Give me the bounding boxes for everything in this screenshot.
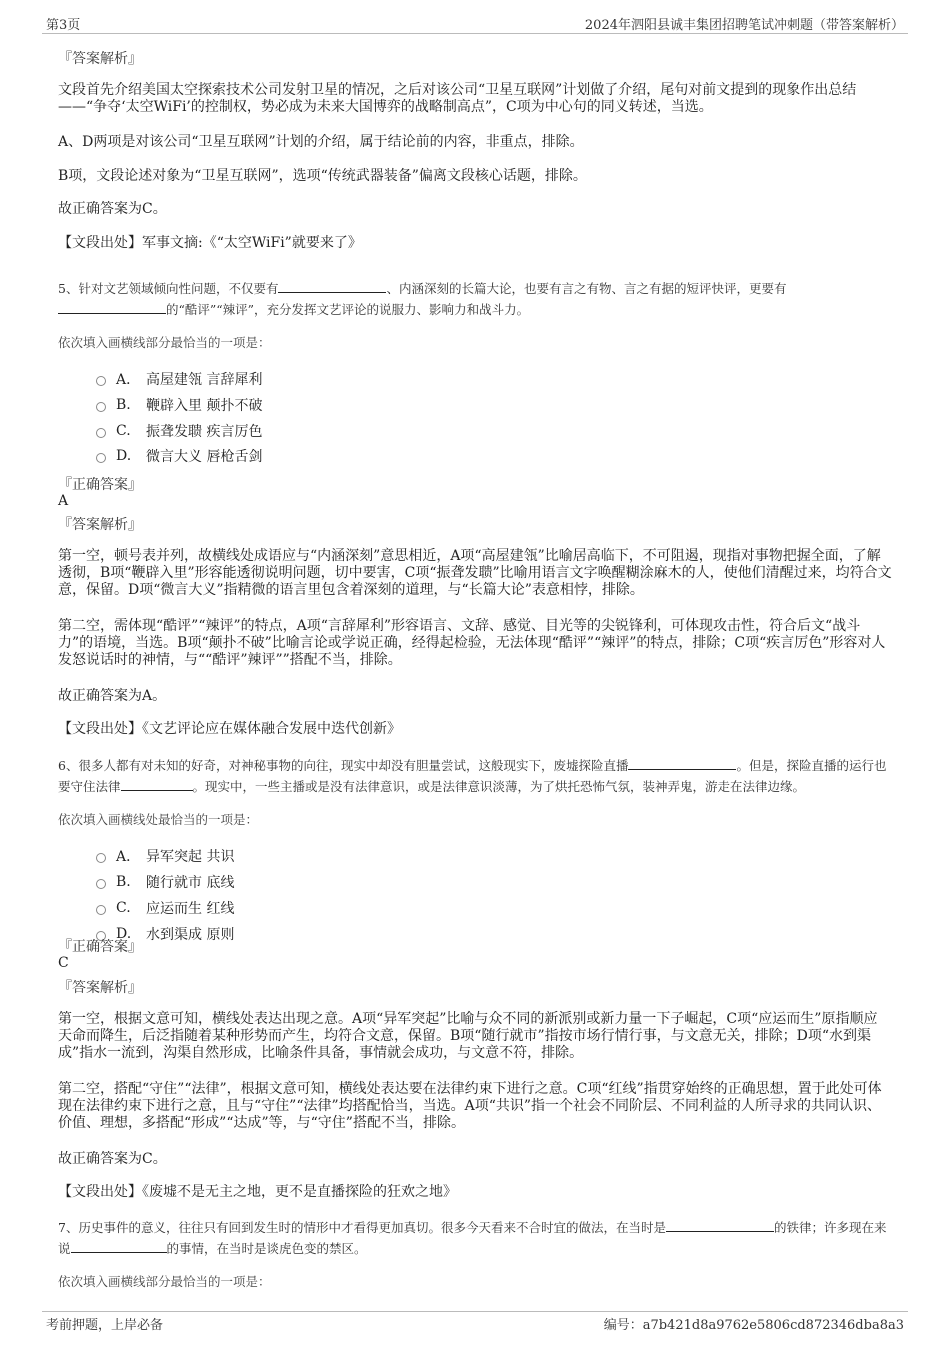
source-citation: 【文段出处】《文艺评论应在媒体融合发展中迭代创新》 <box>58 721 401 737</box>
fill-blank <box>278 280 386 293</box>
source-citation: 【文段出处】《废墟不是无主之地，更不是直播探险的狂欢之地》 <box>58 1184 457 1200</box>
option-c[interactable]: C. 应运而生 红线 <box>96 898 234 918</box>
radio-icon[interactable] <box>96 879 106 889</box>
stem-text: 6、很多人都有对未知的好奇，对神秘事物的向往，现实中却没有胆量尝试，这般现实下，废墟探险直播 <box>58 758 629 773</box>
question-prompt: 依次填入画横线处最恰当的一项是： <box>58 812 259 827</box>
fill-blank <box>58 301 166 314</box>
radio-icon[interactable] <box>96 402 106 412</box>
radio-icon[interactable] <box>96 428 106 438</box>
correct-answer: A <box>58 493 69 509</box>
option-c[interactable]: C. 振聋发聩 疾言厉色 <box>96 421 262 441</box>
page-number: 第3页 <box>46 18 81 33</box>
stem-text: 运行也要守住法律 <box>58 758 887 794</box>
radio-icon[interactable] <box>96 853 106 863</box>
stem-text: 的铁律；许多 <box>773 1220 849 1235</box>
stem-text: 的“酷评”“辣评”，充分发挥文艺评论的说服力、影响力和战斗力。 <box>166 302 530 317</box>
fill-blank <box>628 757 736 770</box>
option-a[interactable]: A． 异军突起 共识 <box>96 846 234 866</box>
answer-analysis-tag: 『答案解析』 <box>58 51 142 67</box>
radio-icon[interactable] <box>96 376 106 386</box>
correct-answer-statement: 故正确答案为C。 <box>58 1151 167 1167</box>
stem-text: 7、历史事件的意义，往往只有回到发生时的情形中才看得更加真切。很多今天看来不合时宜的做法，在当时是 <box>58 1220 666 1235</box>
correct-answer-tag: 『正确答案』 <box>58 477 142 493</box>
footer-divider <box>42 1311 908 1312</box>
question-stem <box>58 278 888 320</box>
question-prompt: 依次填入画横线部分最恰当的一项是： <box>58 335 271 350</box>
correct-answer-statement: 故正确答案为C。 <box>58 201 167 217</box>
stem-text: 。现实中，一些主播或是没有法律意识，或是法律意识淡薄，为了烘托恐怖气氛，装神弄鬼，游走在法律边缘。 <box>192 779 806 794</box>
answer-analysis-tag: 『答案解析』 <box>58 517 142 533</box>
stem-text: 现在来说 <box>58 1220 887 1256</box>
option-d[interactable]: D. 水到渠成 原则 <box>96 924 234 944</box>
question-stem <box>58 755 888 797</box>
stem-text: 的事情，在当时是谈虎色变的禁区。 <box>166 1241 367 1256</box>
radio-icon[interactable] <box>96 905 106 915</box>
option-a[interactable]: A． 高屋建瓴 言辞犀利 <box>96 369 262 389</box>
header-divider <box>42 33 908 34</box>
correct-answer-statement: 故正确答案为A。 <box>58 688 167 704</box>
radio-icon[interactable] <box>96 453 106 463</box>
option-b[interactable]: B. 随行就市 底线 <box>96 872 234 892</box>
footer-slogan: 考前押题，上岸必备 <box>46 1318 164 1333</box>
analysis-paragraph: 第一空，顿号表并列，故横线处成语应与“内涵深刻”意思相近，A项“高屋建瓴”比喻居高临下，不可阻遏，现指对事物把握全面，了解透彻，B项“鞭辟入里”形容能透彻说明问题，切中要害，C项“振聋发聩”比喻用语言文字唤醒糊涂麻木的人，使他们清醒过来，均符合文意，保留。D项“微言大义”指精微的语言里包含着深刻的道理，与“长篇大论”表意相悖，排除。 <box>58 548 892 598</box>
fill-blank <box>121 778 193 791</box>
document-code: 编号：a7b421d8a9762e5806cd872346dba8a3 <box>603 1318 904 1333</box>
question-stem <box>58 1217 888 1259</box>
analysis-paragraph: 第二空，搭配“守住”“法律”，根据文意可知，横线处表达要在法律约束下进行之意。C项“红线”指贯穿始终的正确思想，置于此处可体现在法律约束下进行之意，且与“守住”“法律”均搭配恰当，当选。A项“共识”指一个社会不同阶层、不同利益的人所寻求的共同认识、价值、理想，多搭配“形成”“达成”等，与“守住”搭配不当，排除。 <box>58 1081 882 1131</box>
correct-answer: C <box>58 955 69 971</box>
source-citation: 【文段出处】军事文摘:《“太空WiFi”就要来了》 <box>58 235 362 251</box>
answer-analysis-tag: 『答案解析』 <box>58 980 142 996</box>
stem-text: 、内涵深刻的长篇大论，也要有言之有物、言之有据的短评快评，更要有 <box>386 281 787 296</box>
analysis-paragraph: A、D两项是对该公司“卫星互联网”计划的介绍，属于结论前的内容，非重点，排除。 <box>58 134 584 150</box>
fill-blank <box>71 1240 167 1253</box>
document-title: 2024年泗阳县诚丰集团招聘笔试冲刺题（带答案解析） <box>584 18 904 33</box>
analysis-paragraph: 文段首先介绍美国太空探索技术公司发射卫星的情况，之后对该公司“卫星互联网”计划做了介绍，尾句对前文提到的现象作出总结——“争夺‘太空WiFi’的控制权，势必成为未来大国博弈的战略制高点”，C项为中心句的同义转述，当选。 <box>58 82 857 115</box>
analysis-paragraph: B项，文段论述对象为“卫星互联网”，选项“传统武器装备”偏离文段核心话题，排除。 <box>58 168 587 184</box>
option-b[interactable]: B. 鞭辟入里 颠扑不破 <box>96 395 262 415</box>
analysis-paragraph: 第一空，根据文意可知，横线处表达出现之意。A项“异军突起”比喻与众不同的新派别或新力量一下子崛起，C项“应运而生”原指顺应天命而降生，后泛指随着某种形势而产生，均符合文意，保留。B项“随行就市”指按市场行情行事，与文意无关，排除；D项“水到渠成”指水一流到，沟渠自然形成，比喻条件具备，事情就会成功，与文意不符，排除。 <box>58 1011 878 1061</box>
analysis-paragraph: 第二空，需体现“酷评”“辣评”的特点，A项“言辞犀利”形容语言、文辞、感觉、目光等的尖锐锋利，可体现攻击性，符合后文“战斗力”的语境，当选。B项“颠扑不破”比喻言论或学说正确，经得起检验，无法体现“酷评”“辣评”的特点，排除；C项“疾言厉色”形容对人发怒说话时的神情，与““酷评”辣评””搭配不当，排除。 <box>58 618 886 668</box>
stem-text: 5、针对文艺领域倾向性问题，不仅要有 <box>58 281 279 296</box>
option-d[interactable]: D. 微言大义 唇枪舌剑 <box>96 446 262 466</box>
question-prompt: 依次填入画横线部分最恰当的一项是： <box>58 1274 271 1289</box>
fill-blank <box>666 1219 774 1232</box>
correct-answer-tag: 『正确答案』 <box>58 939 142 955</box>
stem-text: 。但是，探险直播的 <box>736 758 849 773</box>
